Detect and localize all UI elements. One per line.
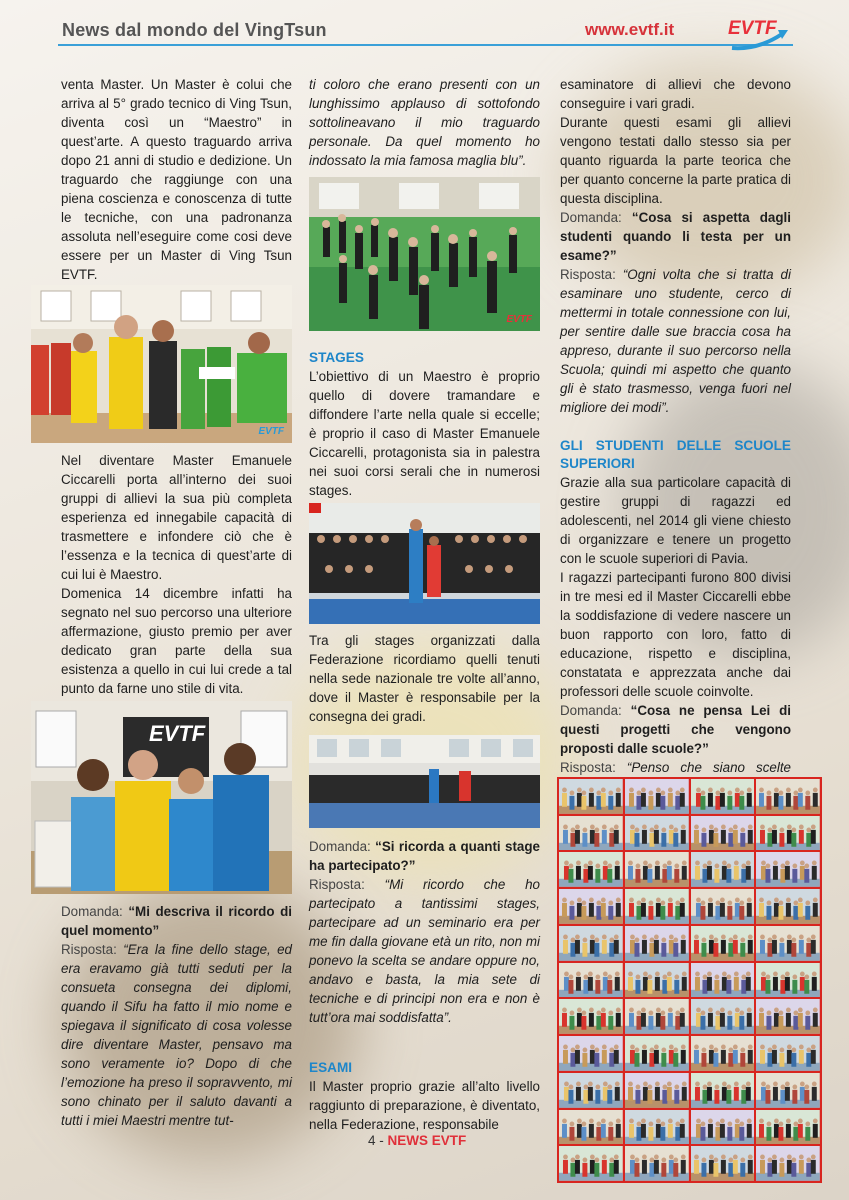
stages-heading: STAGES xyxy=(309,350,364,365)
col2-question-label: Domanda: xyxy=(309,839,371,854)
col2-question-text: “Si ricorda a quanti stage ha partecipato?” xyxy=(309,839,540,873)
col3-paragraph-3: Grazie alla sua particolare capacità di gestire gruppi di ragazzi ed adolescenti, nel 2014 gli viene chiesto di organizzare e tenere un progetto con le scuole superiori di Pavia. xyxy=(560,475,791,566)
photo-banner-text: EVTF xyxy=(149,721,206,746)
column-1-middle xyxy=(61,451,292,698)
collage-photo xyxy=(756,926,820,961)
col1-answer-label: Risposta: xyxy=(61,942,117,957)
collage-photo xyxy=(559,852,623,887)
collage-photo xyxy=(756,779,820,814)
col2-paragraph-1: ti coloro che erano presenti con un lunghissimo applauso di sottofondo sottolineavano il mio traguardo personale. Da quel momento ho indossato la mia famosa maglia blu”. xyxy=(309,77,540,168)
col1-question-label: Domanda: xyxy=(61,904,123,919)
photo-master-ceremony xyxy=(31,285,292,443)
collage-photo xyxy=(559,816,623,851)
photo-training-circle xyxy=(309,177,540,331)
collage-photo xyxy=(625,1073,689,1108)
collage-photo xyxy=(559,1073,623,1108)
col1-answer-text: “Era la fine dello stage, ed era eravamo già tutti seduti per la consueta consegna dei diplomi, quando il Sifu ha fatto il mio nome e spiegava il significato di cosa volesse dire diventare Master, pensavo ma sono veramente io? Dopo di che l’emozione ha preso il sopravvento, mi sono chinato per il saluto davanti a tutti i miei Maestri mentre tut- xyxy=(61,942,292,1128)
collage-photo xyxy=(691,852,755,887)
collage-photo xyxy=(691,889,755,924)
col1-paragraph-3: Domenica 14 dicembre infatti ha segnato nel suo percorso una ulteriore affermazione, giusto premio per aver dedicato gran parte della sua esistenza a quello in cui lui crede a tal punto da farne uno stile di vita. xyxy=(61,586,292,696)
page-number: 4 - xyxy=(368,1133,384,1148)
col2-answer-text: “Mi ricordo che ho partecipato a tantissimi stages, partecipare ad un seminario era per me fin dalla giovane età un rito, non mi ponevo la scelta se andare oppure no, andavo e basta, la mia sete di tecniche e di principi non era e non è tutt’ora mai soddisfatta”. xyxy=(309,877,540,1025)
collage-photo xyxy=(625,816,689,851)
photo-watermark-2: EVTF xyxy=(506,314,532,325)
publication-name: NEWS EVTF xyxy=(387,1133,467,1148)
collage-photo xyxy=(559,1110,623,1145)
page-header xyxy=(58,18,793,44)
col2-paragraph-2: L’obiettivo di un Maestro è proprio quello di dovere tramandare e diffondere l’arte nella quale si eccelle; è proprio il caso di Master Emanuele Ciccarelli, protagonista sia in palestra nei suoi corsi serali che in numerosi stages. xyxy=(309,369,540,498)
photo-stage-group xyxy=(309,503,540,624)
collage-photo xyxy=(756,1073,820,1108)
collage-photo xyxy=(559,999,623,1034)
students-heading: GLI STUDENTI DELLE SCUOLE SUPERIORI xyxy=(560,438,791,471)
col3-question-1 xyxy=(560,208,791,265)
column-1-bottom xyxy=(61,902,292,1130)
col3-paragraph-1: esaminatore di allievi che devono conseguire i vari gradi. xyxy=(560,77,791,111)
collage-photo xyxy=(691,1073,755,1108)
col3-question-2-text: “Cosa ne pensa Lei di questi progetti che vengono proposti dalle scuole?” xyxy=(560,703,791,756)
collage-photo xyxy=(625,779,689,814)
col1-answer xyxy=(61,940,292,1130)
collage-photo xyxy=(691,926,755,961)
collage-photo xyxy=(625,1110,689,1145)
collage-photo xyxy=(625,1036,689,1071)
logo-swoosh-icon xyxy=(728,16,790,56)
col3-question-1-text: “Cosa si aspetta dagli studenti quando li testa per un esame?” xyxy=(560,210,791,263)
column-3 xyxy=(560,75,791,796)
column-2-federation xyxy=(309,631,540,726)
col1-paragraph-1: venta Master. Un Master è colui che arriva al 5° grado tecnico di Ving Tsun, diventa così un “Maestro” in quest’arte. A questo traguardo arriva dopo 21 anni di studio e dedizione. Un traguardo che raggiunge con una piena coscienza e conoscenza di tutte le tecniche, con una padronanza assoluta nell’eseguire come cosi deve essere per un Master di Ving Tsun EVTF. xyxy=(61,77,292,282)
col3-question-1-label: Domanda: xyxy=(560,210,622,225)
col3-question-2 xyxy=(560,701,791,758)
column-2-stages xyxy=(309,349,540,500)
collage-photo xyxy=(625,963,689,998)
col2-answer-label: Risposta: xyxy=(309,877,365,892)
logo-text: EVTF xyxy=(728,18,777,39)
collage-photo xyxy=(691,1146,755,1181)
collage-photo xyxy=(625,999,689,1034)
col2-question xyxy=(309,837,540,875)
header-url-link[interactable]: www.evtf.it xyxy=(585,20,675,39)
collage-photo xyxy=(756,889,820,924)
collage-photo xyxy=(756,816,820,851)
col3-answer-2-label: Risposta: xyxy=(560,760,616,775)
page-footer xyxy=(368,1133,466,1148)
collage-photo xyxy=(559,963,623,998)
col2-answer xyxy=(309,875,540,1027)
collage-photo xyxy=(625,889,689,924)
gym-hall-photo-illustration xyxy=(309,735,540,828)
collage-photo xyxy=(756,999,820,1034)
column-2-bottom xyxy=(309,837,540,1134)
collage-photo xyxy=(691,1036,755,1071)
column-2-top xyxy=(309,75,540,170)
col3-answer-1 xyxy=(560,265,791,417)
collage-photo xyxy=(756,1110,820,1145)
collage-photo xyxy=(625,1146,689,1181)
collage-photo xyxy=(559,1146,623,1181)
evtf-logo xyxy=(728,16,790,56)
collage-photo xyxy=(756,1036,820,1071)
col3-answer-1-label: Risposta: xyxy=(560,267,616,282)
collage-photo xyxy=(559,889,623,924)
col3-question-2-label: Domanda: xyxy=(560,703,622,718)
collage-photo xyxy=(756,1146,820,1181)
collage-photo xyxy=(691,779,755,814)
student-photo-collage xyxy=(557,777,822,1183)
col3-paragraph-4: I ragazzi partecipanti furono 800 divisi in tre mesi ed il Master Ciccarelli ebbe la soddisfazione di vedere nascere un buon rapporto con loro, fatto di educazione, rispetto e disciplina, constatata e apprezzata anche dai professori delle scuole coinvolte. xyxy=(560,570,791,699)
collage-photo xyxy=(691,816,755,851)
col2-paragraph-3: Tra gli stages organizzati dalla Federazione ricordiamo quelli tenuti nella sede nazionale tre volte all’anno, dove il Master è responsabile per la consegna dei gradi. xyxy=(309,633,540,724)
collage-photo xyxy=(559,926,623,961)
collage-photo xyxy=(625,926,689,961)
training-photo-illustration xyxy=(309,177,540,331)
col2-paragraph-4: Il Master proprio grazie all’alto livello raggiunto di preparazione, è diventato, nella Federazione, responsabile xyxy=(309,1079,540,1132)
collage-photo xyxy=(691,1110,755,1145)
esami-heading: ESAMI xyxy=(309,1060,353,1075)
col3-paragraph-2: Durante questi esami gli allievi vengono testati dallo stesso sia per quanto riguarda la parte teorica che per quanto concerne la parte pratica di questa disciplina. xyxy=(560,115,791,206)
col1-question xyxy=(61,902,292,940)
collage-photo xyxy=(691,999,755,1034)
collage-photo xyxy=(691,963,755,998)
collage-photo xyxy=(756,963,820,998)
col1-question-text: “Mi descriva il ricordo di quel momento” xyxy=(61,904,292,938)
ceremony-photo-illustration xyxy=(31,285,292,443)
stage-group-photo-illustration xyxy=(309,503,540,624)
header-divider xyxy=(58,44,793,46)
collage-photo xyxy=(559,779,623,814)
photo-gym-hall xyxy=(309,735,540,828)
photo-watermark: EVTF xyxy=(258,426,284,437)
col1-paragraph-2: Nel diventare Master Emanuele Ciccarelli porta all’interno dei suoi gruppi di allievi la sua più completa esperienza ed innegabile capacità di trasmettere e infondere ciò che è l’essenza e la tecnica di quest’arte di cui lui è Maestro. xyxy=(61,453,292,582)
column-1-top xyxy=(61,75,292,284)
collage-photo xyxy=(559,1036,623,1071)
header-title: News dal mondo del VingTsun xyxy=(62,20,327,40)
photo-master-group xyxy=(31,701,292,894)
col3-answer-1-text: “Ogni volta che si tratta di esaminare uno studente, cerco di mettermi in totale connessione con lui, per sentire dalle sue braccia cosa ha appreso, durante il suo percorso nella Scuola; quindi mi aspetto che quanto gli è stato trasmesso, venga fuori nel migliore dei modi”. xyxy=(560,267,791,415)
col3-answer-2-text: “Penso che siano scelte xyxy=(626,760,791,775)
collage-photo xyxy=(625,852,689,887)
collage-photo xyxy=(756,852,820,887)
